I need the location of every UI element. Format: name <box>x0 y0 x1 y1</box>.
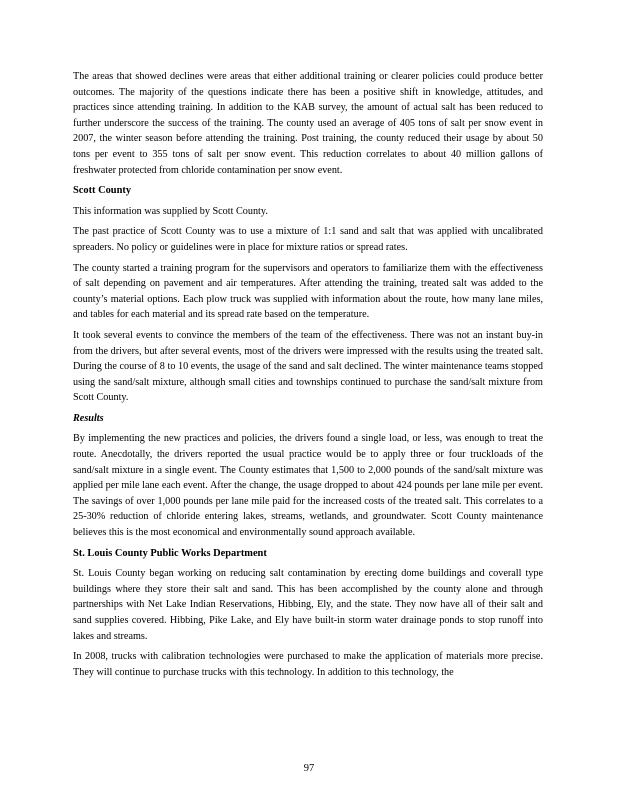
scott-paragraph-1: This information was supplied by Scott County. <box>73 205 268 217</box>
results-paragraph-1: By implementing the new practices and policies, the drivers found a single load, or less, was enough to treat the route. Anecdotally, the drivers reported the usual practice would be to apply three or four truckloads of the sand/salt mixture in a single event. The County estimates that 1,500 to 2,000 pounds of the sand/salt mixture was applied per mile lane each event. After the change, the usage dropped to about 424 pounds per lane mile per event. The savings of over 1,000 pounds per lane mile paid for the increased costs of the treated salt. This correlates to a 25-30% reduction of chloride entering lakes, streams, wetlands, and groundwater. Scott County maintenance believes this is the most economical and environmentally sound approach available. <box>73 433 543 539</box>
scott-paragraph-4: It took several events to convince the members of the team of the effectiveness. There was not an instant buy-in from the drivers, but after several events, most of the drivers were impressed with the results using the treated salt. During the course of 8 to 10 events, the usage of the sand and salt declined. The winter maintenance teams stopped using the sand/salt mixture, although small cities and townships continued to purchase the sand/salt mixture from Scott County. <box>73 329 543 404</box>
st-louis-paragraph-2: In 2008, trucks with calibration technologies were purchased to make the application of materials more precise. They will continue to purchase trucks with this technology. In addition to this technology, the <box>73 651 543 678</box>
scott-paragraph-2: The past practice of Scott County was to use a mixture of 1:1 sand and salt that was applied with uncalibrated spreaders. No policy or guidelines were in place for mixture ratios or spread rates. <box>73 226 543 253</box>
section-heading-scott-county: Scott County <box>73 185 132 197</box>
page-number: 97 <box>303 763 315 774</box>
st-louis-paragraph-1: St. Louis County began working on reducing salt contamination by erecting dome buildings and coverall type buildings where they store their salt and sand. This has been accomplished by the county alone and through partnerships with Net Lake Indian Reservations, Hibbing, Ely, and the state. They now have all of their salt and sand supplies covered. Hibbing, Pike Lake, and Ely have built-in storm water drainage ponds to stop runoff into lakes and streams. <box>73 568 543 642</box>
scott-paragraph-3: The county started a training program for the supervisors and operators to familiarize them with the effectiveness of salt depending on pavement and air temperatures. After attending the training, treated salt was added to the county’s material options. Each plow truck was supplied with information about the route, how many lane miles, and tables for each material and its spread rate based on the temperature. <box>73 262 543 321</box>
section-heading-st-louis: St. Louis County Public Works Department <box>73 547 267 559</box>
page-content <box>73 69 543 685</box>
intro-paragraph: The areas that showed declines were areas that either additional training or clearer policies could produce better outcomes. The majority of the questions indicate there has been a positive shift in knowledge, attitudes, and practices since attending training. In addition to the KAB survey, the amount of actual salt has been reduced to further underscore the success of the training. The county used an average of 405 tons of salt per snow event in 2007, the winter season before attending the training. Post training, the county reduced their usage by about 50 tons per event to 355 tons of salt per snow event. This reduction correlates to about 40 million gallons of freshwater protected from chloride contamination per snow event. <box>73 71 543 176</box>
section-heading-results: Results <box>73 412 104 424</box>
